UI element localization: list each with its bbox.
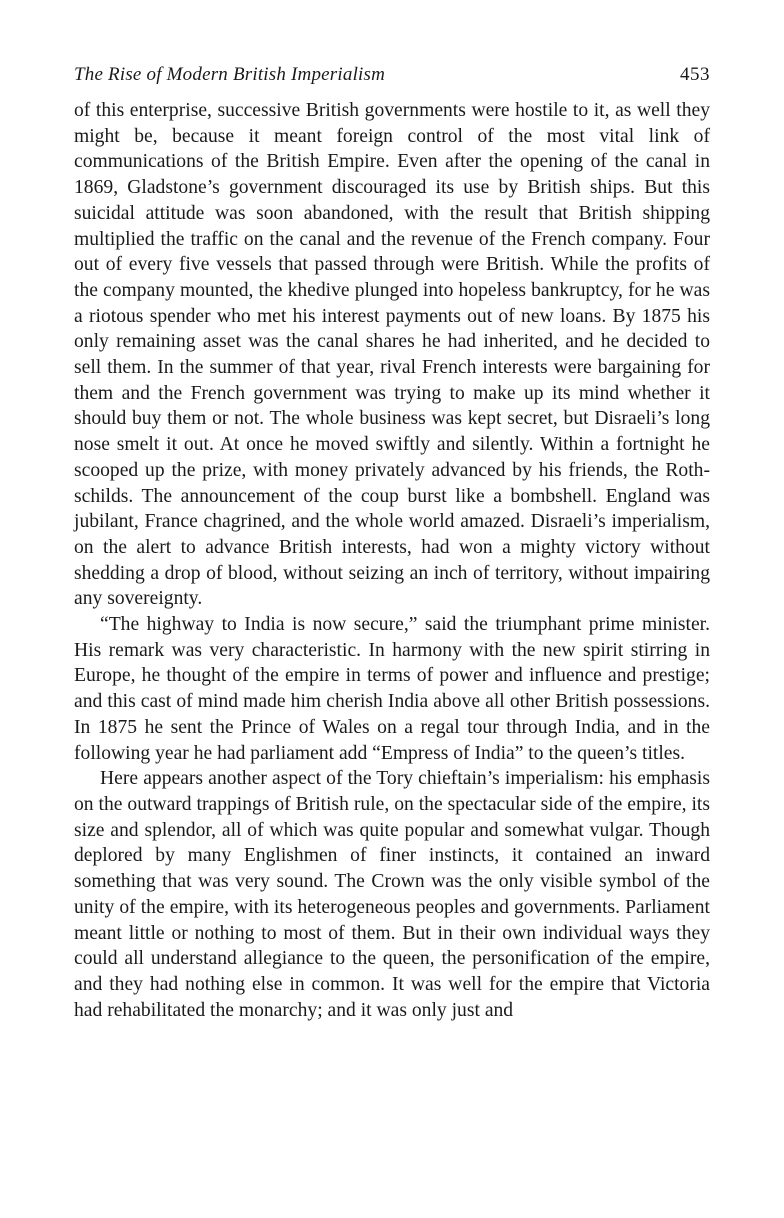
- paragraph-1: of this enterprise, successive British governments were hostile to it, as well they might be, because it meant foreign control of the most vital link of communications of the British Empire. Even after the opening of the canal in 1869, Gladstone’s government discouraged its use by British ships. But this suicidal attitude was soon abandoned, with the result that British shipping multiplied the traffic on the canal and the revenue of the French company. Four out of every five vessels that passed through were British. While the profits of the company mounted, the khedive plunged into hopeless bankruptcy, for he was a riotous spender who met his interest payments out of new loans. By 1875 his only remaining asset was the canal shares he had inherited, and he decided to sell them. In the summer of that year, rival French interests were bargaining for them and the French government was trying to make up its mind whether it should buy them or not. The whole business was kept secret, but Disraeli’s long nose smelt it out. At once he moved swiftly and silently. Within a fortnight he scooped up the prize, with money privately advanced by his friends, the Rothschilds. The announcement of the coup burst like a bombshell. England was jubilant, France chagrined, and the whole world amazed. Disraeli’s imperialism, on the alert to advance British interests, had won a mighty victory without shedding a drop of blood, without seizing an inch of territory, without impairing any sovereignty.: [74, 100, 710, 610]
- book-page: [74, 64, 710, 1023]
- body-text: [74, 98, 710, 1023]
- running-head: [74, 64, 710, 98]
- paragraph-2: “The highway to India is now secure,” said the triumphant prime minister. His remark was very characteristic. In harmony with the new spirit stirring in Europe, he thought of the empire in terms of power and influence and prestige; and this cast of mind made him cherish India above all other British possessions. In 1875 he sent the Prince of Wales on a regal tour through India, and in the following year he had parliament add “Empress of India” to the queen’s titles.: [74, 614, 710, 764]
- paragraph-3: Here appears another aspect of the Tory chieftain’s imperialism: his emphasis on the outward trappings of British rule, on the spectacular side of the empire, its size and splendor, all of which was quite popular and somewhat vulgar. Though deplored by many Englishmen of finer instincts, it contained an inward something that was very sound. The Crown was the only visible symbol of the unity of the empire, with its heterogeneous peoples and governments. Parliament meant little or nothing to most of them. But in their own individual ways they could all understand allegiance to the queen, the personification of the empire, and they had nothing else in common. It was well for the empire that Victoria had rehabilitated the monarchy; and it was only just and: [74, 768, 710, 1021]
- page-number: 453: [680, 64, 710, 85]
- running-title: The Rise of Modern British Imperialism: [74, 64, 386, 85]
